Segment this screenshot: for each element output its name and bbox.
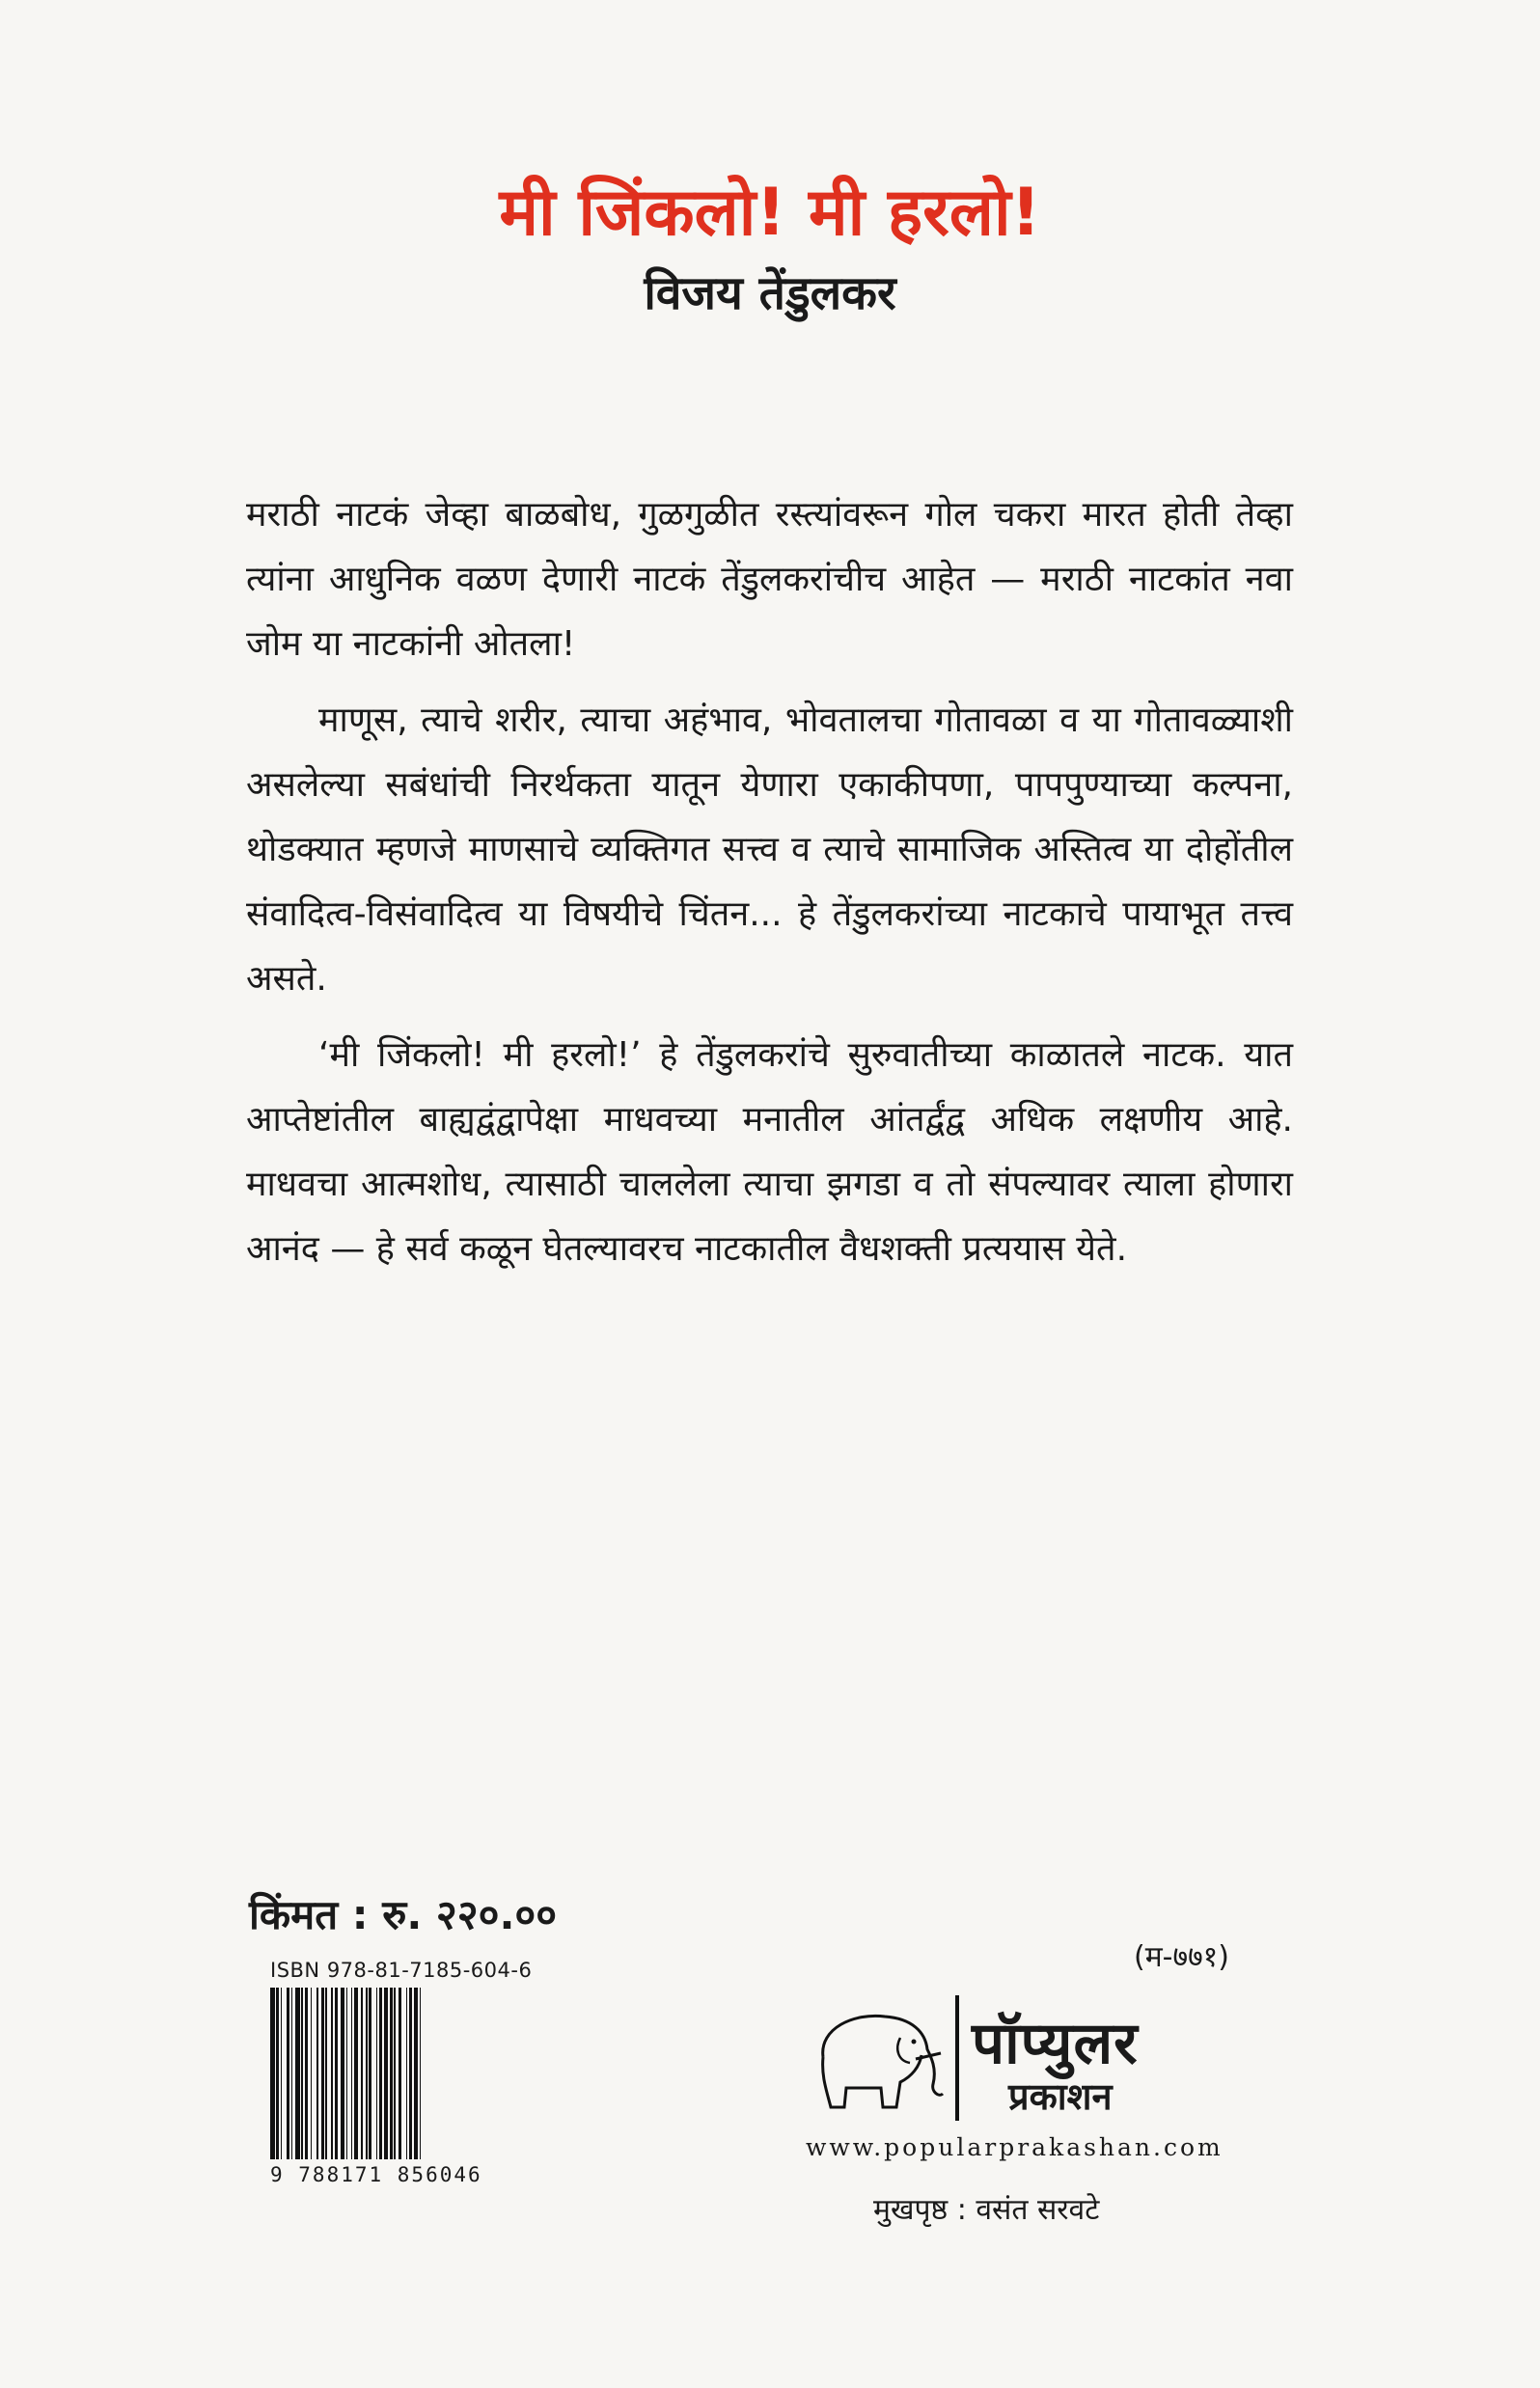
barcode-bar [421,1988,424,2159]
ean-digits: 9 788171 856046 [270,2163,482,2186]
price-label: किंमत : रु. २२०.०० [249,1891,558,1938]
isbn-label: ISBN 978-81-7185-604-6 [270,1959,533,1982]
book-title: मी जिंकलो! मी हरलो! [499,175,1041,251]
publisher-name: पॉप्युलर [972,2010,1139,2077]
barcode [270,1988,560,2159]
cover-credit: मुखपृष्ठ : वसंत सरवटे [873,2193,1100,2227]
logo-divider [955,1995,959,2121]
barcode-block [270,1959,560,2186]
elephant-icon [806,1999,950,2117]
catalog-code: (म-७७१) [1134,1940,1229,1974]
blurb-paragraph-1: मराठी नाटकं जेव्हा बाळबोध, गुळगुळीत रस्त्यांवरून गोल चकरा मारत होती तेव्हा त्यांना आधुनिक वळण देणारी नाटकं तेंडुलकरांचीच आहेत — मराठी नाटकांत नवा जोम या नाटकांनी ओतला! [246,495,1293,664]
publisher-sub: प्रकाशन [1008,2075,1113,2118]
blurb-paragraph-2: माणूस, त्याचे शरीर, त्याचा अहंभाव, भोवतालचा गोतावळा व या गोतावळ्याशी असलेल्या सबंधांची निरर्थकता यातून येणारा एकाकीपणा, पापपुण्याच्या कल्पना, थोडक्यात म्हणजे माणसाचे व्यक्तिगत सत्त्व व त्याचे सामाजिक अस्तित्व या दोहोंतील संवादित्व-विसंवादित्व या विषयीचे चिंतन... हे तेंडुलकरांच्या नाटकाचे पायाभूत तत्त्व असते. [246,700,1293,999]
blurb-text [246,482,1293,1293]
blurb-paragraph-3: ‘मी जिंकलो! मी हरलो!’ हे तेंडुलकरांचे सुरुवातीच्या काळातले नाटक. यात आप्तेष्टांतील बाह्यद्वंद्वापेक्षा माधवच्या मनातील आंतर्द्वंद्व अधिक लक्षणीय आहे. माधवचा आत्मशोध, त्यासाठी चाललेला त्याचा झगडा व तो संपल्यावर त्याला होणारा आनंद — हे सर्व कळून घेतल्यावरच नाटकातील वैधशक्ती प्रत्ययास येते. [246,1035,1293,1269]
publisher-url: www.popularprakashan.com [806,2133,1224,2161]
publisher-logo [806,1995,1288,2121]
author-name: विजय तेंडुलकर [644,266,896,320]
